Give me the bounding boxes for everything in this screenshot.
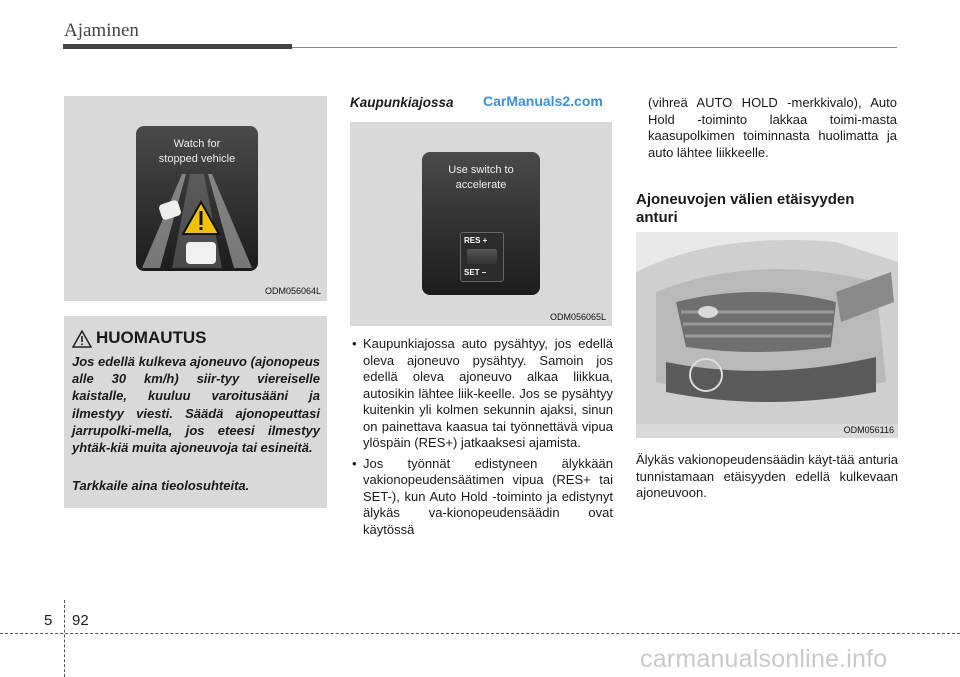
page-number: 92 <box>72 612 89 629</box>
header-rule-thin <box>292 47 897 48</box>
watermark-text: CarManuals2.com <box>483 93 603 109</box>
section-number: 5 <box>44 612 53 629</box>
warning-triangle-icon <box>72 330 92 348</box>
list-item <box>350 336 613 452</box>
paragraph-sensor: Älykäs vakionopeudensäädin käyt-tää anturia tunnistamaan etäisyyden edellä kulkevaan ajoneuvoon. <box>636 452 898 500</box>
list-item <box>350 456 613 539</box>
switch-rocker <box>467 249 497 264</box>
road-warning-graphic <box>142 174 252 268</box>
list-item-text: Jos työnnät edistyneen älykkään vakionopeudensäätimen vipua (RES+ tai SET-), kun Auto Hold -toiminto ja edistynyt älykäs va-kionopeudensäädin ovat käytössä <box>363 455 613 537</box>
switch-graphic <box>460 232 504 282</box>
display-text-line1: Watch for <box>173 138 221 150</box>
footer-vertical-divider <box>64 600 65 677</box>
warning-text: Jos edellä kulkeva ajoneuvo (ajonopeus alle 30 km/h) siir-tyy viereiselle kaistalle, kuuluu varoitusääni ja ilmestyy viesti. Säädä ajonopeuttasi jarrupolki-mella, jos eteesi ilmestyy yhtäk-kiä muita ajoneuvoja tai esineitä. <box>72 354 320 456</box>
res-label: RES + <box>464 236 488 245</box>
list-item-text: Kaupunkiajossa auto pysähtyy, jos edellä oleva ajoneuvo pysähtyy. Samoin jos edellä oleva ajoneuvo alkaa liikkua, autosikin lähtee liik-keelle. Jos se pysähtyy kuitenkin yli kolmen sekunnin ajaksi, sinun on painettava kaasua tai työnnettävä vipua ylöspäin (RES+) jatkaaksesi ajamista. <box>363 336 613 450</box>
display-text-line2: stopped vehicle <box>158 153 236 165</box>
section-title-city: Kaupunkiajossa <box>350 95 454 110</box>
site-watermark: carmanualsonline.info <box>640 645 888 673</box>
display-text-line2: accelerate <box>455 179 507 191</box>
cluster-display <box>136 126 258 271</box>
header-rule-thick <box>63 44 292 49</box>
section-heading-distance-sensor: Ajoneuvojen välien etäisyyden anturi <box>636 191 855 226</box>
figure-caption: ODM056064L <box>264 286 321 296</box>
figure-caption: ODM056065L <box>549 312 606 322</box>
bullet-marker: • <box>352 455 357 471</box>
figure-caption: ODM056116 <box>843 425 894 435</box>
figure-watch-for-stopped-vehicle <box>64 96 327 301</box>
running-header: Ajaminen <box>64 20 139 41</box>
bullet-marker: • <box>352 336 357 351</box>
bullet-list <box>350 336 613 542</box>
footer-divider <box>0 633 960 634</box>
car-front-illustration <box>636 232 898 424</box>
warning-title: HUOMAUTUS <box>96 328 207 347</box>
figure-use-switch-to-accelerate <box>350 122 612 326</box>
cluster-display <box>422 152 540 295</box>
display-text-line1: Use switch to <box>448 164 514 176</box>
warning-text-note: Tarkkaile aina tieolosuhteita. <box>72 478 250 493</box>
continued-text: (vihreä AUTO HOLD -merkkivalo), Auto Hold -toiminto lakkaa toimi-masta kaasupolkimen toiminnasta huolimatta ja auto lähtee liikkeelle. <box>648 95 897 160</box>
figure-front-radar-sensor <box>636 232 898 438</box>
set-label: SET – <box>464 268 487 277</box>
